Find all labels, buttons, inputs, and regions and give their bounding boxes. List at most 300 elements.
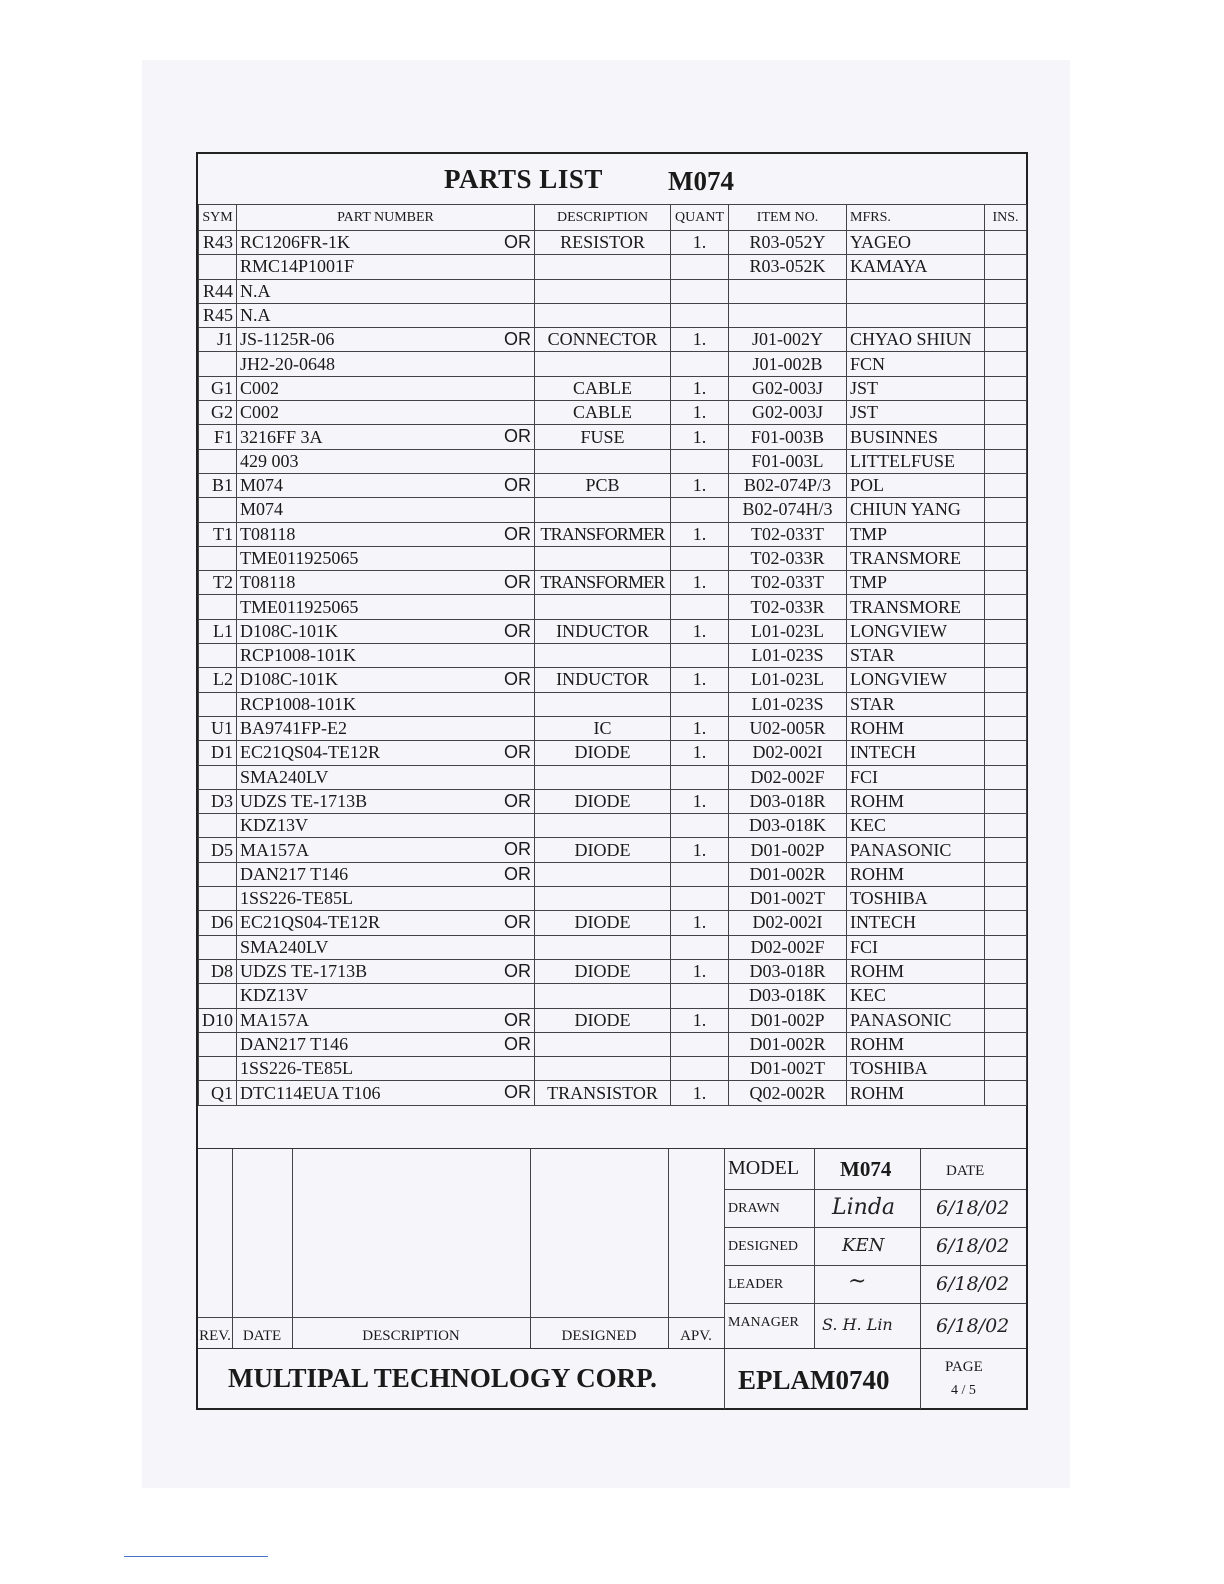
mfrs-cell: POL: [847, 473, 985, 497]
quant-cell: 1.: [671, 401, 729, 425]
table-row: [199, 668, 1027, 692]
sym-cell: U1: [199, 716, 237, 740]
quant-cell: 1.: [671, 522, 729, 546]
sym-cell: [199, 984, 237, 1008]
col-part-number-header: PART NUMBER: [237, 205, 535, 231]
part-number-text: N.A: [240, 305, 271, 326]
part-number-text: M074: [240, 499, 284, 520]
item-no-cell: T02-033R: [729, 546, 847, 570]
ins-cell: [985, 401, 1027, 425]
mfrs-cell: KEC: [847, 984, 985, 1008]
description-cell: [535, 984, 671, 1008]
ins-cell: [985, 862, 1027, 886]
parts-list-sheet: [196, 152, 1028, 1410]
table-row: [199, 279, 1027, 303]
sym-cell: F1: [199, 425, 237, 449]
mfrs-cell: TRANSMORE: [847, 595, 985, 619]
ins-cell: [985, 887, 1027, 911]
sym-cell: B1: [199, 473, 237, 497]
part-number-cell: [237, 303, 535, 327]
description-cell: [535, 1032, 671, 1056]
quant-cell: 1.: [671, 473, 729, 497]
or-marker: OR: [504, 669, 531, 690]
revision-header-line: [198, 1317, 724, 1318]
mfrs-cell: ROHM: [847, 1032, 985, 1056]
title-bar: [198, 154, 1026, 205]
description-cell: [535, 887, 671, 911]
part-number-text: EC21QS04-TE12R: [240, 742, 381, 763]
table-row: [199, 716, 1027, 740]
company-name: MULTIPAL TECHNOLOGY CORP.: [228, 1363, 657, 1393]
ins-cell: [985, 473, 1027, 497]
sym-cell: R43: [199, 231, 237, 255]
part-number-cell: [237, 911, 535, 935]
quant-cell: 1.: [671, 425, 729, 449]
item-no-cell: D01-002T: [729, 1057, 847, 1081]
ins-cell: [985, 425, 1027, 449]
mfrs-cell: TMP: [847, 522, 985, 546]
table-row: [199, 887, 1027, 911]
part-number-cell: [237, 328, 535, 352]
table-row: [199, 425, 1027, 449]
mfrs-cell: LONGVIEW: [847, 619, 985, 643]
table-row: [199, 328, 1027, 352]
table-row: [199, 911, 1027, 935]
rev-date-label: DATE: [242, 1328, 282, 1344]
leader-signature: ~: [848, 1269, 867, 1294]
table-row: [199, 619, 1027, 643]
ins-cell: [985, 911, 1027, 935]
ins-cell: [985, 668, 1027, 692]
table-row: [199, 401, 1027, 425]
sym-cell: [199, 692, 237, 716]
mfrs-cell: ROHM: [847, 789, 985, 813]
mfrs-cell: LITTELFUSE: [847, 449, 985, 473]
sym-cell: [199, 449, 237, 473]
col-sym-header: SYM: [199, 205, 237, 231]
description-cell: [535, 595, 671, 619]
description-cell: [535, 644, 671, 668]
table-row: [199, 789, 1027, 813]
ins-cell: [985, 1032, 1027, 1056]
part-number-text: RC1206FR-1K: [240, 232, 351, 253]
table-row: [199, 765, 1027, 789]
description-cell: [535, 692, 671, 716]
quant-cell: [671, 1057, 729, 1081]
quant-cell: 1.: [671, 838, 729, 862]
sym-cell: R44: [199, 279, 237, 303]
or-marker: OR: [504, 742, 531, 763]
ins-cell: [985, 352, 1027, 376]
part-number-cell: [237, 935, 535, 959]
footer-divider: [724, 1349, 725, 1409]
table-row: [199, 255, 1027, 279]
manager-date: 6/18/02: [936, 1315, 1010, 1337]
sym-cell: [199, 352, 237, 376]
or-marker: OR: [504, 839, 531, 860]
part-number-cell: [237, 546, 535, 570]
description-cell: CABLE: [535, 376, 671, 400]
desc-col-divider: [530, 1149, 531, 1349]
sym-cell: T1: [199, 522, 237, 546]
model-title: M074: [668, 166, 734, 196]
mfrs-cell: TMP: [847, 571, 985, 595]
item-no-cell: D02-002F: [729, 765, 847, 789]
part-number-cell: [237, 1081, 535, 1105]
part-number-cell: [237, 231, 535, 255]
item-no-cell: D01-002R: [729, 862, 847, 886]
ins-cell: [985, 1008, 1027, 1032]
ins-cell: [985, 619, 1027, 643]
part-number-text: 3216FF 3A: [240, 426, 323, 447]
part-number-cell: [237, 789, 535, 813]
description-cell: [535, 498, 671, 522]
table-row: [199, 959, 1027, 983]
rev-col-divider: [232, 1149, 233, 1349]
mfrs-cell: CHYAO SHIUN: [847, 328, 985, 352]
mfrs-cell: FCI: [847, 765, 985, 789]
ins-cell: [985, 984, 1027, 1008]
table-row: [199, 376, 1027, 400]
ins-cell: [985, 449, 1027, 473]
designed-label: DESIGNED: [728, 1239, 798, 1254]
or-marker: OR: [504, 1009, 531, 1030]
quant-cell: [671, 935, 729, 959]
col-item-no-header: ITEM NO.: [729, 205, 847, 231]
mfrs-cell: JST: [847, 401, 985, 425]
item-no-cell: D01-002R: [729, 1032, 847, 1056]
mfrs-cell: INTECH: [847, 741, 985, 765]
description-cell: FUSE: [535, 425, 671, 449]
part-number-text: KDZ13V: [240, 985, 308, 1006]
description-cell: IC: [535, 716, 671, 740]
quant-cell: [671, 765, 729, 789]
table-row: [199, 522, 1027, 546]
drawn-row: [724, 1189, 1026, 1228]
mfrs-cell: STAR: [847, 692, 985, 716]
ins-cell: [985, 935, 1027, 959]
sym-cell: [199, 595, 237, 619]
model-value: M074: [840, 1157, 892, 1181]
designed-signature: KEN: [842, 1235, 885, 1256]
description-cell: DIODE: [535, 1008, 671, 1032]
mfrs-cell: CHIUN YANG: [847, 498, 985, 522]
table-row: [199, 303, 1027, 327]
table-row: [199, 935, 1027, 959]
quant-cell: [671, 352, 729, 376]
part-number-cell: [237, 255, 535, 279]
description-cell: TRANSFORMER: [535, 522, 671, 546]
sym-cell: [199, 887, 237, 911]
part-number-text: D108C-101K: [240, 669, 338, 690]
col-quant-header: QUANT: [671, 205, 729, 231]
part-number-text: RMC14P1001F: [240, 256, 355, 277]
sym-cell: R45: [199, 303, 237, 327]
part-number-cell: [237, 595, 535, 619]
ins-cell: [985, 303, 1027, 327]
quant-cell: [671, 862, 729, 886]
sym-cell: [199, 255, 237, 279]
or-marker: OR: [504, 572, 531, 593]
ins-cell: [985, 959, 1027, 983]
part-number-text: 1SS226-TE85L: [240, 888, 354, 909]
item-no-cell: D01-002T: [729, 887, 847, 911]
part-number-cell: [237, 522, 535, 546]
sym-cell: G2: [199, 401, 237, 425]
table-row: [199, 231, 1027, 255]
part-number-cell: [237, 668, 535, 692]
description-cell: [535, 449, 671, 473]
or-marker: OR: [504, 620, 531, 641]
part-number-text: BA9741FP-E2: [240, 718, 348, 739]
part-number-text: C002: [240, 402, 280, 423]
table-row: [199, 473, 1027, 497]
table-row: [199, 498, 1027, 522]
quant-cell: 1.: [671, 1081, 729, 1105]
description-cell: DIODE: [535, 838, 671, 862]
rev-label: REV.: [199, 1328, 231, 1344]
item-no-cell: R03-052Y: [729, 231, 847, 255]
parts-table: [198, 204, 1027, 1106]
quant-cell: 1.: [671, 959, 729, 983]
quant-cell: 1.: [671, 716, 729, 740]
leader-row: [724, 1265, 1026, 1304]
description-cell: PCB: [535, 473, 671, 497]
manager-row: [724, 1303, 1026, 1349]
leader-sig-cell: [814, 1265, 920, 1303]
drawn-signature: Linda: [832, 1195, 896, 1220]
ins-cell: [985, 692, 1027, 716]
part-number-text: SMA240LV: [240, 936, 329, 957]
table-row: [199, 546, 1027, 570]
description-cell: TRANSISTOR: [535, 1081, 671, 1105]
mfrs-cell: INTECH: [847, 911, 985, 935]
table-header-row: [199, 205, 1027, 231]
part-number-text: EC21QS04-TE12R: [240, 912, 381, 933]
part-number-cell: [237, 1057, 535, 1081]
part-number-cell: [237, 741, 535, 765]
part-number-text: 1SS226-TE85L: [240, 1058, 354, 1079]
quant-cell: 1.: [671, 571, 729, 595]
quant-cell: [671, 644, 729, 668]
part-number-text: DAN217 T146: [240, 863, 349, 884]
part-number-cell: [237, 1008, 535, 1032]
item-no-cell: G02-003J: [729, 376, 847, 400]
sym-cell: [199, 546, 237, 570]
item-no-cell: B02-074P/3: [729, 473, 847, 497]
quant-cell: 1.: [671, 1008, 729, 1032]
table-row: [199, 1008, 1027, 1032]
item-no-cell: [729, 279, 847, 303]
manager-signature: S. H. Lin: [822, 1315, 893, 1334]
table-row: [199, 984, 1027, 1008]
sym-cell: [199, 814, 237, 838]
part-number-cell: [237, 959, 535, 983]
mfrs-cell: LONGVIEW: [847, 668, 985, 692]
description-cell: RESISTOR: [535, 231, 671, 255]
ins-cell: [985, 789, 1027, 813]
or-marker: OR: [504, 1082, 531, 1103]
quant-cell: 1.: [671, 741, 729, 765]
manager-label: MANAGER: [728, 1315, 799, 1330]
quant-cell: 1.: [671, 668, 729, 692]
part-number-text: JS-1125R-06: [240, 329, 335, 350]
ins-cell: [985, 498, 1027, 522]
mfrs-cell: ROHM: [847, 1081, 985, 1105]
description-cell: DIODE: [535, 789, 671, 813]
ins-cell: [985, 1057, 1027, 1081]
col-mfrs-header: MFRS.: [847, 205, 985, 231]
part-number-cell: [237, 449, 535, 473]
quant-cell: [671, 887, 729, 911]
col-ins-header: INS.: [985, 205, 1027, 231]
item-no-cell: L01-023S: [729, 644, 847, 668]
table-row: [199, 595, 1027, 619]
part-number-cell: [237, 473, 535, 497]
quant-cell: [671, 692, 729, 716]
ins-cell: [985, 741, 1027, 765]
leader-date: 6/18/02: [936, 1273, 1010, 1295]
sym-cell: D5: [199, 838, 237, 862]
designed-row: [724, 1227, 1026, 1266]
quant-cell: [671, 1032, 729, 1056]
item-no-cell: L01-023L: [729, 668, 847, 692]
table-row: [199, 1057, 1027, 1081]
sym-cell: [199, 1057, 237, 1081]
description-cell: [535, 814, 671, 838]
sym-cell: D1: [199, 741, 237, 765]
description-cell: [535, 303, 671, 327]
mfrs-cell: [847, 303, 985, 327]
or-marker: OR: [504, 863, 531, 884]
mfrs-cell: ROHM: [847, 862, 985, 886]
item-no-cell: F01-003B: [729, 425, 847, 449]
item-no-cell: Q02-002R: [729, 1081, 847, 1105]
part-number-text: M074: [240, 475, 284, 496]
part-number-text: 429 003: [240, 450, 299, 471]
table-row: [199, 1081, 1027, 1105]
leader-label: LEADER: [728, 1277, 784, 1292]
quant-cell: 1.: [671, 911, 729, 935]
table-row: [199, 571, 1027, 595]
ins-cell: [985, 255, 1027, 279]
item-no-cell: D02-002I: [729, 741, 847, 765]
ins-cell: [985, 716, 1027, 740]
mfrs-cell: PANASONIC: [847, 838, 985, 862]
item-no-cell: J01-002B: [729, 352, 847, 376]
col-description-header: DESCRIPTION: [535, 205, 671, 231]
quant-cell: [671, 814, 729, 838]
part-number-cell: [237, 401, 535, 425]
page-title: PARTS LIST: [444, 164, 603, 194]
item-no-cell: T02-033T: [729, 522, 847, 546]
item-no-cell: L01-023S: [729, 692, 847, 716]
or-marker: OR: [504, 912, 531, 933]
item-no-cell: D02-002F: [729, 935, 847, 959]
model-row: [724, 1149, 1026, 1190]
part-number-cell: [237, 1032, 535, 1056]
rev-description-label: DESCRIPTION: [362, 1328, 460, 1344]
part-number-cell: [237, 279, 535, 303]
description-cell: [535, 279, 671, 303]
part-number-text: RCP1008-101K: [240, 645, 357, 666]
ins-cell: [985, 765, 1027, 789]
sym-cell: [199, 1032, 237, 1056]
quant-cell: [671, 498, 729, 522]
part-number-cell: [237, 376, 535, 400]
part-number-cell: [237, 765, 535, 789]
item-no-cell: U02-005R: [729, 716, 847, 740]
quant-cell: 1.: [671, 376, 729, 400]
sym-cell: J1: [199, 328, 237, 352]
part-number-cell: [237, 352, 535, 376]
ins-cell: [985, 546, 1027, 570]
item-no-cell: D03-018R: [729, 789, 847, 813]
mfrs-cell: TRANSMORE: [847, 546, 985, 570]
part-number-text: KDZ13V: [240, 815, 308, 836]
ins-cell: [985, 595, 1027, 619]
sym-cell: L1: [199, 619, 237, 643]
item-no-cell: G02-003J: [729, 401, 847, 425]
sym-cell: [199, 862, 237, 886]
description-cell: CONNECTOR: [535, 328, 671, 352]
quant-cell: 1.: [671, 619, 729, 643]
footnote-rule: [124, 1556, 268, 1557]
or-marker: OR: [504, 1033, 531, 1054]
part-number-text: JH2-20-0648: [240, 353, 335, 374]
quant-cell: 1.: [671, 789, 729, 813]
part-number-text: TME011925065: [240, 548, 359, 568]
sym-cell: D6: [199, 911, 237, 935]
description-cell: TRANSFORMER: [535, 571, 671, 595]
item-no-cell: D03-018K: [729, 984, 847, 1008]
part-number-cell: [237, 814, 535, 838]
or-marker: OR: [504, 426, 531, 447]
item-no-cell: D02-002I: [729, 911, 847, 935]
title-block: [724, 1149, 1026, 1349]
description-cell: [535, 1057, 671, 1081]
table-row: [199, 862, 1027, 886]
part-number-text: DAN217 T146: [240, 1033, 349, 1054]
part-number-text: N.A: [240, 280, 271, 301]
part-number-text: RCP1008-101K: [240, 693, 357, 714]
page-box: [920, 1349, 1027, 1409]
item-no-cell: D03-018K: [729, 814, 847, 838]
sym-cell: [199, 498, 237, 522]
drawn-label: DRAWN: [728, 1201, 780, 1216]
quant-cell: [671, 546, 729, 570]
revision-and-title-block: [198, 1148, 1026, 1349]
part-number-cell: [237, 887, 535, 911]
item-no-cell: T02-033T: [729, 571, 847, 595]
sym-cell: T2: [199, 571, 237, 595]
sym-cell: L2: [199, 668, 237, 692]
ins-cell: [985, 814, 1027, 838]
quant-cell: [671, 303, 729, 327]
description-cell: INDUCTOR: [535, 668, 671, 692]
part-number-text: MA157A: [240, 1009, 310, 1030]
ins-cell: [985, 838, 1027, 862]
part-number-text: DTC114EUA T106: [240, 1082, 381, 1103]
item-no-cell: [729, 303, 847, 327]
part-number-cell: [237, 862, 535, 886]
part-number-text: UDZS TE-1713B: [240, 961, 368, 982]
mfrs-cell: STAR: [847, 644, 985, 668]
or-marker: OR: [504, 960, 531, 981]
item-no-cell: R03-052K: [729, 255, 847, 279]
part-number-cell: [237, 498, 535, 522]
part-number-text: SMA240LV: [240, 766, 329, 787]
